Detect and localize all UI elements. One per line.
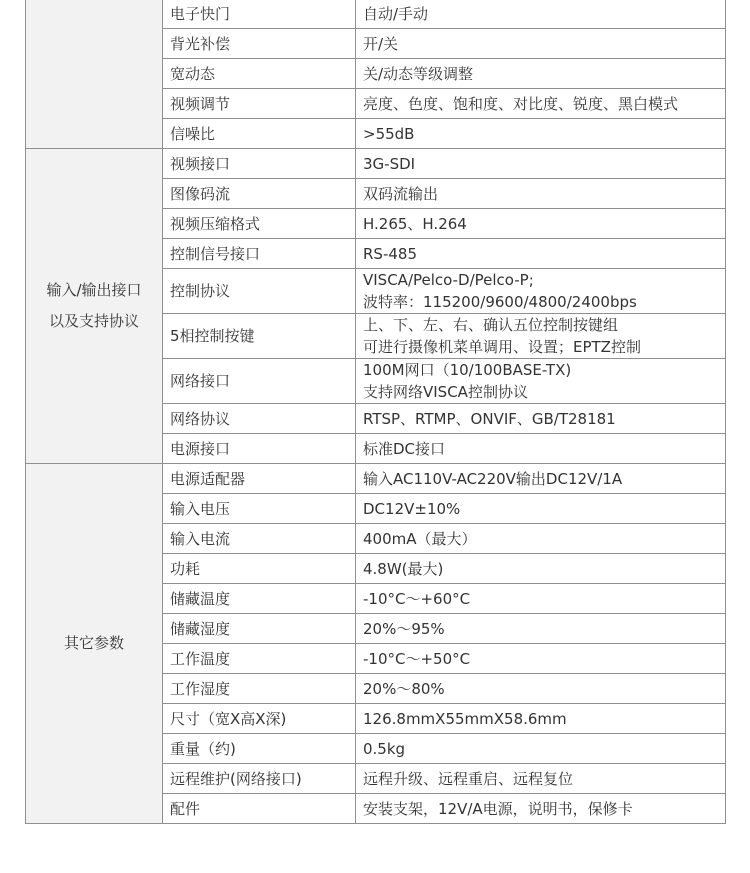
spec-value-line: 20%～80% [363, 679, 445, 698]
group-label-cell [26, 464, 163, 824]
spec-name-cell: 5相控制按键 [163, 314, 356, 359]
group-label-cell [26, 0, 163, 149]
spec-value-line: 关/动态等级调整 [363, 64, 474, 83]
spec-value-cell [356, 314, 726, 359]
spec-value-line: 输入AC110V-AC220V输出DC12V/1A [363, 469, 623, 488]
group-label-cell [26, 149, 163, 464]
spec-name-cell: 尺寸（宽X高X深) [163, 704, 356, 734]
spec-value-line: 安装支架，12V/A电源，说明书，保修卡 [363, 799, 633, 818]
spec-row [26, 464, 726, 494]
spec-name-cell: 配件 [163, 794, 356, 824]
spec-value-cell [356, 179, 726, 209]
spec-value-cell [356, 524, 726, 554]
spec-name-cell: 图像码流 [163, 179, 356, 209]
spec-name-cell: 背光补偿 [163, 29, 356, 59]
spec-name-cell: 工作湿度 [163, 674, 356, 704]
spec-name-cell: 控制信号接口 [163, 239, 356, 269]
spec-name-cell: 电源接口 [163, 434, 356, 464]
spec-value-line: RTSP、RTMP、ONVIF、GB/T28181 [363, 409, 616, 428]
spec-value-cell [356, 554, 726, 584]
spec-name-cell: 输入电流 [163, 524, 356, 554]
spec-name-cell: 功耗 [163, 554, 356, 584]
spec-row [26, 149, 726, 179]
spec-name-cell: 视频压缩格式 [163, 209, 356, 239]
spec-value-line: 自动/手动 [363, 4, 429, 23]
spec-name-cell: 信噪比 [163, 119, 356, 149]
spec-name-cell: 网络接口 [163, 359, 356, 404]
spec-value-line: 100M网口（10/100BASE-TX) [363, 361, 572, 379]
spec-name-cell: 电子快门 [163, 0, 356, 29]
spec-name-cell: 储藏湿度 [163, 614, 356, 644]
group-label-line: 其它参数 [63, 634, 124, 652]
spec-value-cell [356, 674, 726, 704]
spec-value-line: VISCA/Pelco-D/Pelco-P; [363, 271, 534, 289]
spec-value-cell [356, 584, 726, 614]
spec-name-cell: 宽动态 [163, 59, 356, 89]
spec-value-cell [356, 0, 726, 29]
spec-name-cell: 工作温度 [163, 644, 356, 674]
spec-value-cell [356, 404, 726, 434]
spec-value-line: 波特率：115200/9600/4800/2400bps [363, 293, 637, 311]
spec-value-line: 4.8W(最大) [363, 559, 444, 578]
spec-name-cell: 重量（约) [163, 734, 356, 764]
spec-value-line: >55dB [363, 124, 415, 143]
spec-value-line: 3G-SDI [363, 154, 416, 173]
group-label-line: 输入/输出接口 [46, 281, 142, 299]
spec-name-cell: 输入电压 [163, 494, 356, 524]
spec-value-line: DC12V±10% [363, 499, 461, 518]
group-label-line: 以及支持协议 [48, 312, 139, 330]
spec-table [25, 0, 726, 824]
spec-value-line: 双码流输出 [363, 184, 439, 203]
spec-name-cell: 控制协议 [163, 269, 356, 314]
spec-value-line: 0.5kg [363, 739, 406, 758]
spec-value-cell [356, 209, 726, 239]
spec-name-cell: 视频接口 [163, 149, 356, 179]
spec-table-body [26, 0, 726, 824]
spec-name-cell: 电源适配器 [163, 464, 356, 494]
spec-value-cell [356, 704, 726, 734]
spec-value-cell [356, 239, 726, 269]
spec-row [26, 0, 726, 29]
spec-value-cell [356, 89, 726, 119]
spec-value-line: 20%～95% [363, 619, 445, 638]
spec-value-cell [356, 644, 726, 674]
spec-value-cell [356, 149, 726, 179]
spec-value-line: 支持网络VISCA控制协议 [363, 383, 528, 401]
spec-value-line: -10°C～+60°C [363, 589, 471, 608]
spec-value-line: 126.8mmX55mmX58.6mm [363, 709, 567, 728]
spec-name-cell: 远程维护(网络接口) [163, 764, 356, 794]
spec-value-line: RS-485 [363, 244, 417, 263]
spec-value-line: 可进行摄像机菜单调用、设置；EPTZ控制 [363, 338, 641, 356]
spec-value-line: H.265、H.264 [363, 214, 467, 233]
spec-value-cell [356, 359, 726, 404]
spec-value-cell [356, 119, 726, 149]
spec-name-cell: 视频调节 [163, 89, 356, 119]
spec-name-cell: 储藏温度 [163, 584, 356, 614]
spec-value-cell [356, 59, 726, 89]
spec-value-line: -10°C～+50°C [363, 649, 471, 668]
spec-value-line: 标准DC接口 [363, 439, 446, 458]
spec-value-cell [356, 794, 726, 824]
spec-value-cell [356, 29, 726, 59]
spec-value-cell [356, 614, 726, 644]
spec-value-line: 400mA（最大） [363, 529, 477, 548]
spec-value-cell [356, 764, 726, 794]
spec-value-line: 开/关 [363, 34, 399, 53]
spec-value-line: 上、下、左、右、确认五位控制按键组 [363, 316, 619, 334]
spec-value-line: 亮度、色度、饱和度、对比度、锐度、黑白模式 [363, 94, 679, 113]
spec-value-cell [356, 494, 726, 524]
spec-value-cell [356, 464, 726, 494]
spec-value-line: 远程升级、远程重启、远程复位 [363, 769, 574, 788]
spec-value-cell [356, 734, 726, 764]
spec-name-cell: 网络协议 [163, 404, 356, 434]
spec-value-cell [356, 269, 726, 314]
spec-value-cell [356, 434, 726, 464]
